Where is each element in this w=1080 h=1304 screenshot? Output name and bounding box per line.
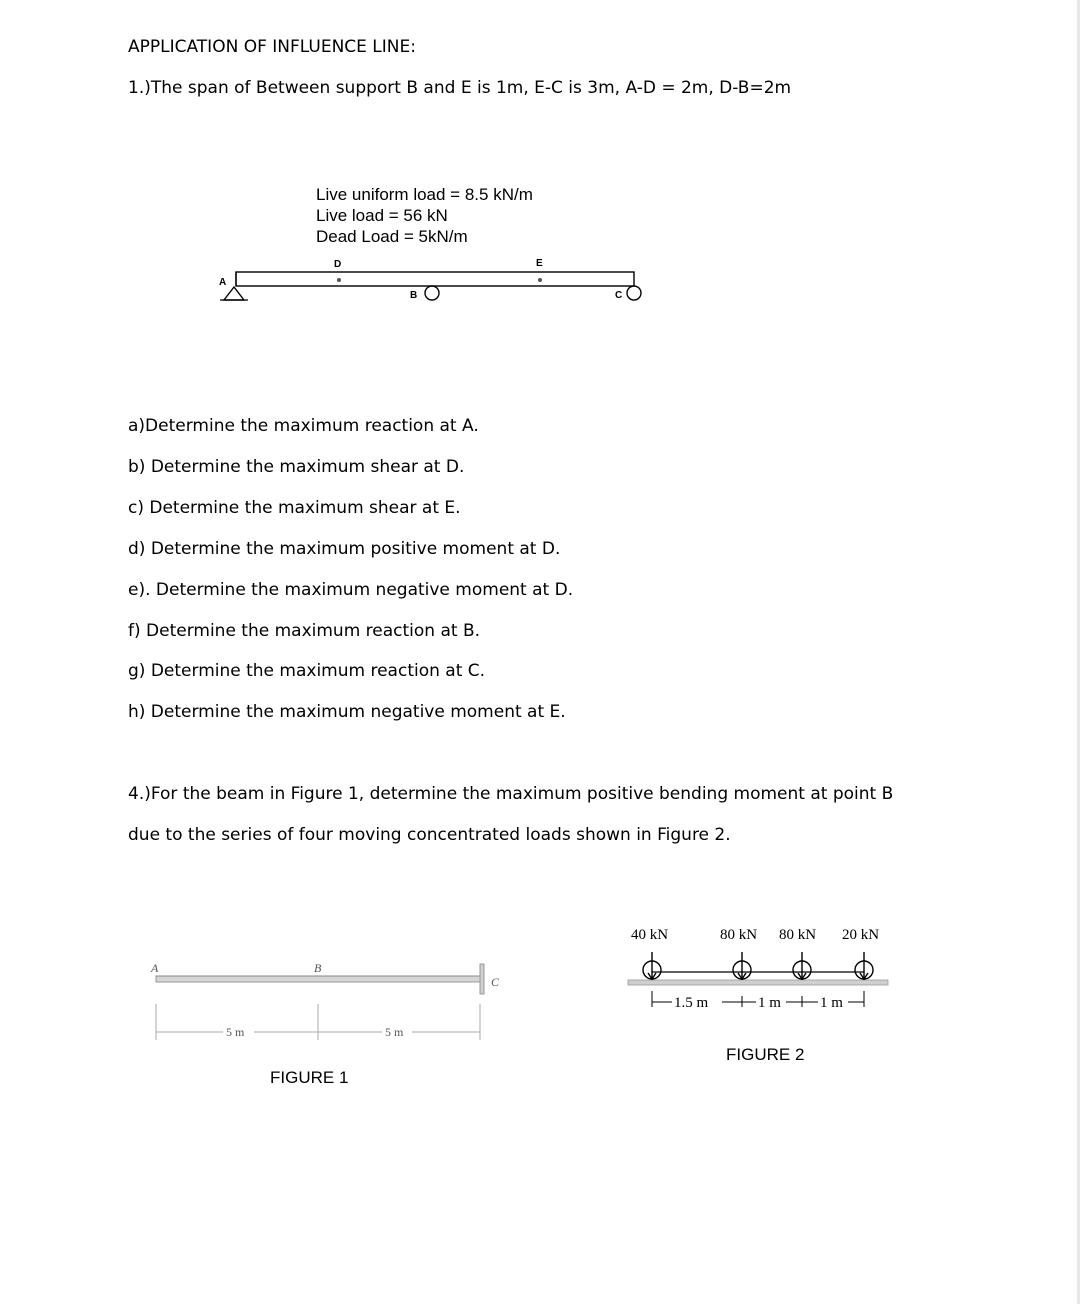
label-e: E (536, 258, 543, 269)
point-e-marker (538, 278, 542, 282)
label-b: B (410, 290, 418, 301)
problem-4-statement-line-1: 4.)For the beam in Figure 1, determine the maximum positive bending moment at point B (128, 784, 894, 804)
load-1-arrow-icon (643, 952, 661, 980)
load-1-label: 40 kN (631, 927, 669, 943)
question-a: a)Determine the maximum reaction at A. (128, 416, 479, 436)
problem-4-statement-line-2: due to the series of four moving concentrated loads shown in Figure 2. (128, 825, 731, 845)
question-e: e). Determine the maximum negative moment at D. (128, 580, 574, 600)
question-c: c) Determine the maximum shear at E. (128, 498, 461, 518)
beam (236, 272, 634, 286)
live-uniform-load-label: Live uniform load = 8.5 kN/m (316, 185, 533, 204)
fig1-label-a: A (151, 961, 159, 975)
live-load-label: Live load = 56 kN (316, 206, 448, 225)
roller-support-b-icon (425, 286, 439, 300)
load-4-label: 20 kN (842, 927, 880, 943)
fig1-fixed-support-icon (480, 964, 484, 994)
load-train-base (628, 980, 888, 985)
label-a: A (219, 277, 227, 288)
load-3-label: 80 kN (779, 927, 817, 943)
fig1-label-c: C (491, 975, 500, 989)
load-4-arrow-icon (855, 952, 873, 980)
label-d: D (334, 259, 342, 270)
question-b: b) Determine the maximum shear at D. (128, 457, 465, 477)
roller-support-c-icon (627, 286, 641, 300)
question-f: f) Determine the maximum reaction at B. (128, 621, 481, 641)
question-g: g) Determine the maximum reaction at C. (128, 661, 486, 681)
fig1-dimension-2: 5 m (385, 1025, 404, 1039)
load-2-label: 80 kN (720, 927, 758, 943)
fig1-dimension-1: 5 m (226, 1025, 245, 1039)
fig1-label-b: B (314, 961, 322, 975)
page-title: APPLICATION OF INFLUENCE LINE: (128, 37, 416, 57)
figure-1-caption: FIGURE 1 (270, 1068, 349, 1087)
question-d: d) Determine the maximum positive moment at D. (128, 539, 561, 559)
spacing-1-label: 1.5 m (674, 995, 709, 1011)
load-3-arrow-icon (793, 952, 811, 980)
spacing-2-label: 1 m (758, 995, 781, 1011)
dead-load-label: Dead Load = 5kN/m (316, 227, 468, 246)
load-2-arrow-icon (733, 952, 751, 980)
fig1-beam (156, 976, 480, 982)
label-c: C (615, 290, 623, 301)
problem-1-beam-diagram (0, 0, 1080, 320)
figure-2-caption: FIGURE 2 (726, 1045, 805, 1064)
point-d-marker (337, 278, 341, 282)
spacing-3-label: 1 m (820, 995, 843, 1011)
question-h: h) Determine the maximum negative moment at E. (128, 702, 566, 722)
pin-support-a-icon (224, 287, 244, 300)
problem-1-statement: 1.)The span of Between support B and E is 1m, E-C is 3m, A-D = 2m, D-B=2m (128, 78, 792, 98)
